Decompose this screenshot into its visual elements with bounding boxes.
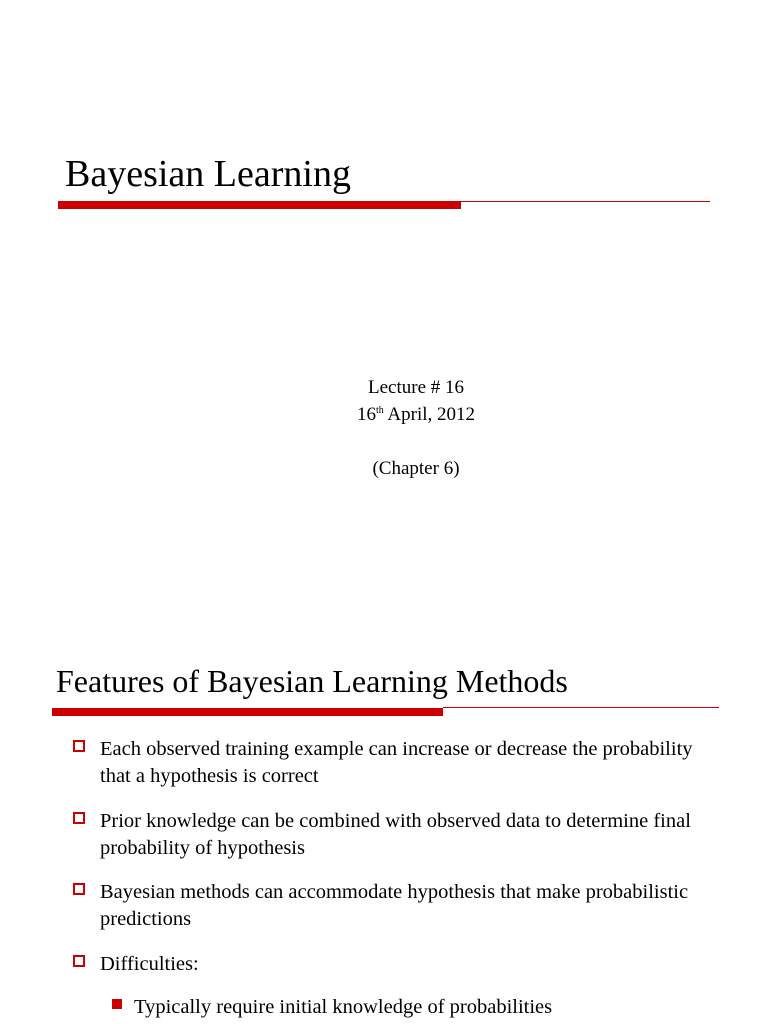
title-underline-thin: [443, 707, 719, 708]
bullet-item: [73, 951, 713, 978]
bullet-text: Difficulties:: [100, 953, 199, 975]
slide-title: Features of Bayesian Learning Methods: [56, 663, 568, 699]
sub-bullet-text: Typically require initial knowledge of probabilities: [134, 996, 553, 1018]
date-rest: April, 2012: [383, 404, 476, 425]
bullet-text: Each observed training example can increase or decrease the probability that a hypothesis is correct: [100, 738, 693, 787]
filled-square-bullet-icon: [112, 999, 122, 1009]
bullet-item: [73, 736, 713, 790]
chapter-reference: (Chapter 6): [372, 458, 460, 479]
lecture-date: [0, 401, 768, 428]
hollow-square-bullet-icon: [73, 955, 85, 967]
bullet-item: [73, 808, 713, 862]
bullet-item: [73, 879, 713, 933]
hollow-square-bullet-icon: [73, 740, 85, 752]
lecture-number: Lecture # 16: [367, 377, 464, 398]
hollow-square-bullet-icon: [73, 883, 85, 895]
title-underline-thin: [461, 201, 710, 202]
lecture-info: [0, 374, 768, 482]
bullet-text: Bayesian methods can accommodate hypothesis that make probabilistic predictions: [100, 881, 689, 930]
date-suffix: th: [375, 405, 384, 416]
slide-title: Bayesian Learning: [65, 153, 351, 195]
date-day: 16: [356, 404, 376, 425]
hollow-square-bullet-icon: [73, 812, 85, 824]
sub-bullet-item: [112, 994, 732, 1021]
bullet-text: Prior knowledge can be combined with observed data to determine final probability of hypothesis: [100, 810, 691, 859]
title-underline-thick: [52, 708, 443, 716]
content-slide: [0, 640, 768, 1024]
title-underline-thick: [58, 201, 461, 209]
